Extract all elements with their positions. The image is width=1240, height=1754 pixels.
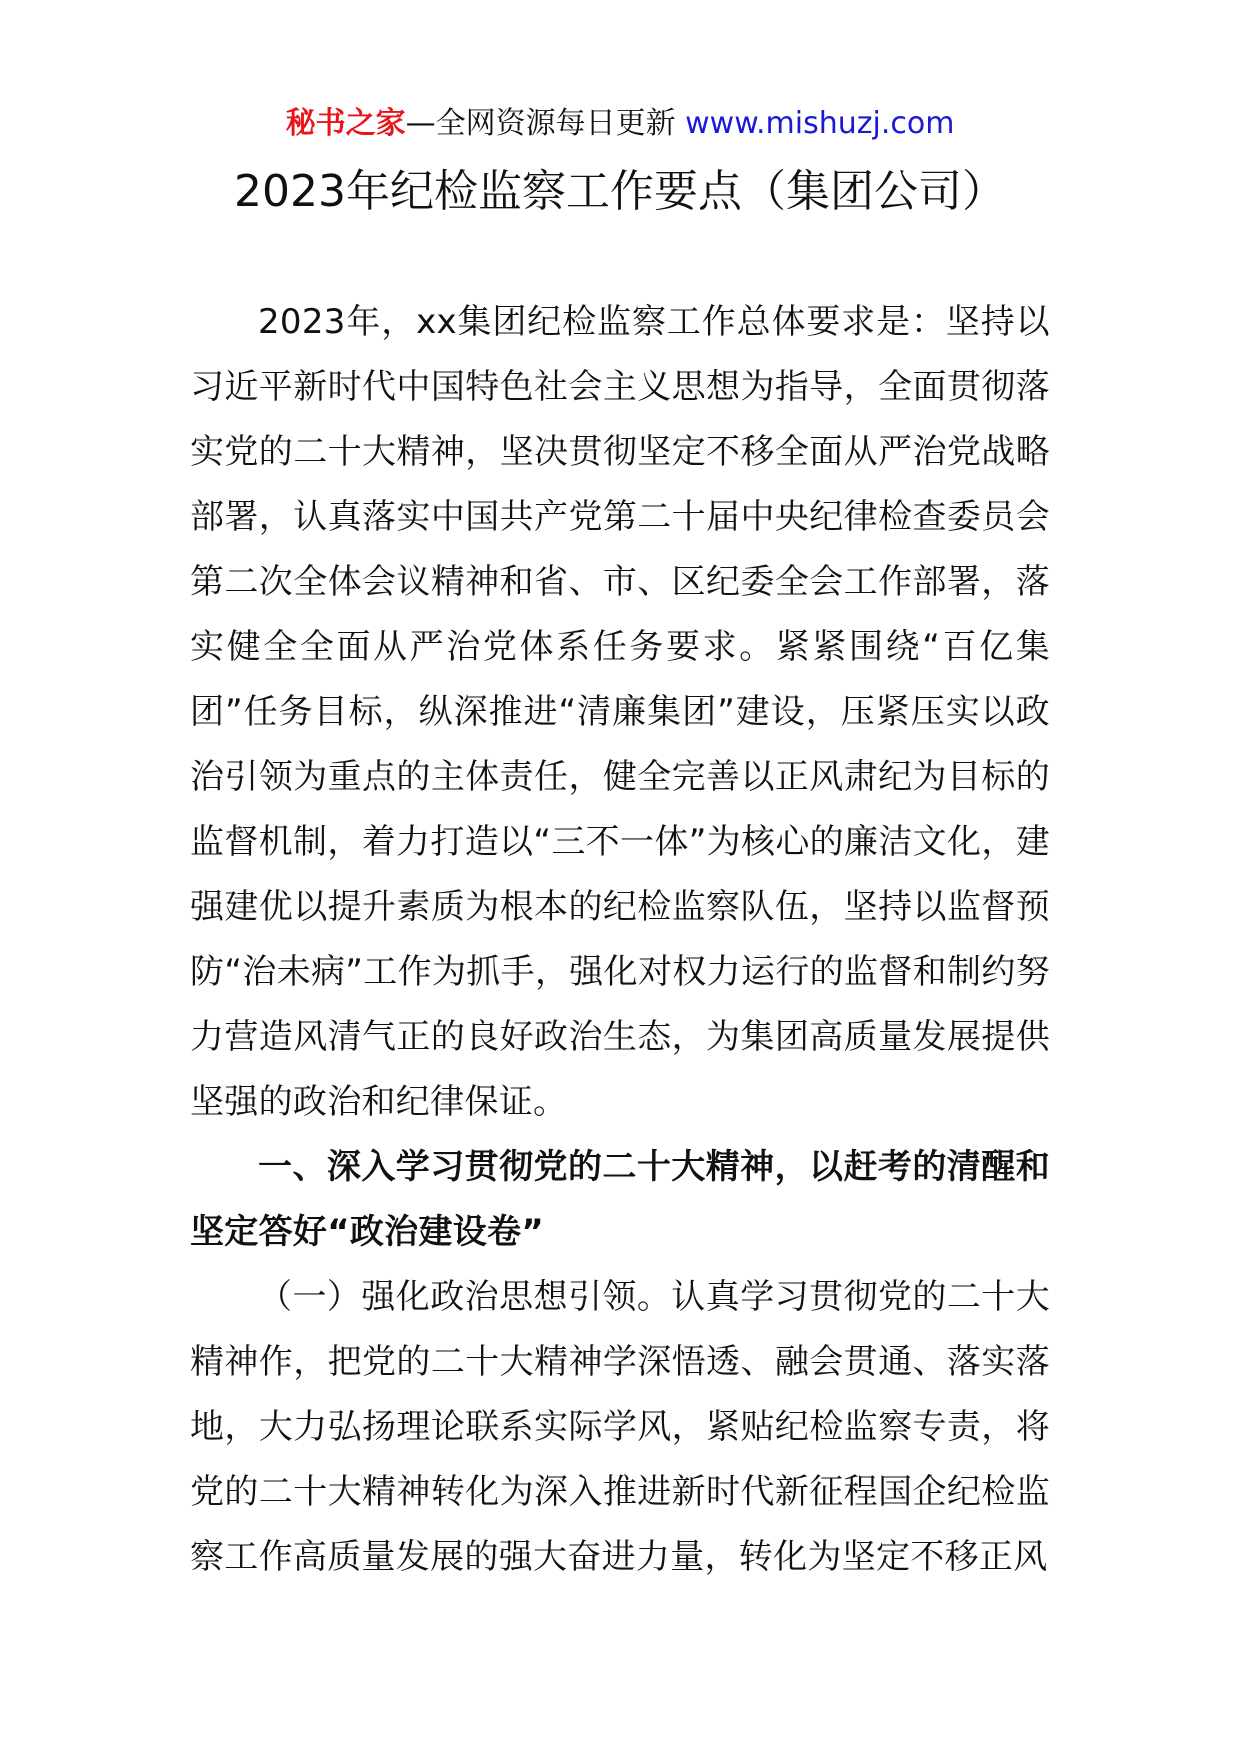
site-url-link[interactable]: www.mishuzj.com: [685, 106, 955, 141]
intro-paragraph: 2023年，xx集团纪检监察工作总体要求是：坚持以习近平新时代中国特色社会主义思想为指导，全面贯彻落实党的二十大精神，坚决贯彻坚定不移全面从严治党战略部署，认真落实中国共产党第二十届中央纪律检查委员会第二次全体会议精神和省、市、区纪委全会工作部署，落实健全全面从严治党体系任务要求。紧紧围绕“百亿集团”任务目标，纵深推进“清廉集团”建设，压紧压实以政治引领为重点的主体责任，健全完善以正风肃纪为目标的监督机制，着力打造以“三不一体”为核心的廉洁文化，建强建优以提升素质为根本的纪检监察队伍，坚持以监督预防“治未病”工作为抓手，强化对权力运行的监督和制约努力营造风清气正的良好政治生态，为集团高质量发展提供坚强的政治和纪律保证。: [190, 302, 1050, 1122]
document-body: [190, 290, 1050, 1590]
document-title: 2023年纪检监察工作要点（集团公司）: [234, 166, 1006, 217]
subsection-paragraph: （一）强化政治思想引领。认真学习贯彻党的二十大精神作，把党的二十大精神学深悟透、融会贯通、落实落地，大力弘扬理论联系实际学风，紧贴纪检监察专责，将党的二十大精神转化为深入推进新时代新征程国企纪检监察工作高质量发展的强大奋进力量，转化为坚定不移正风: [190, 1277, 1050, 1577]
section-heading: 一、深入学习贯彻党的二十大精神，以赶考的清醒和坚定答好“政治建设卷”: [190, 1147, 1050, 1252]
site-header-banner: [0, 100, 1240, 148]
brand-name: 秘书之家: [285, 106, 406, 141]
header-tagline: —全网资源每日更新: [405, 106, 686, 141]
